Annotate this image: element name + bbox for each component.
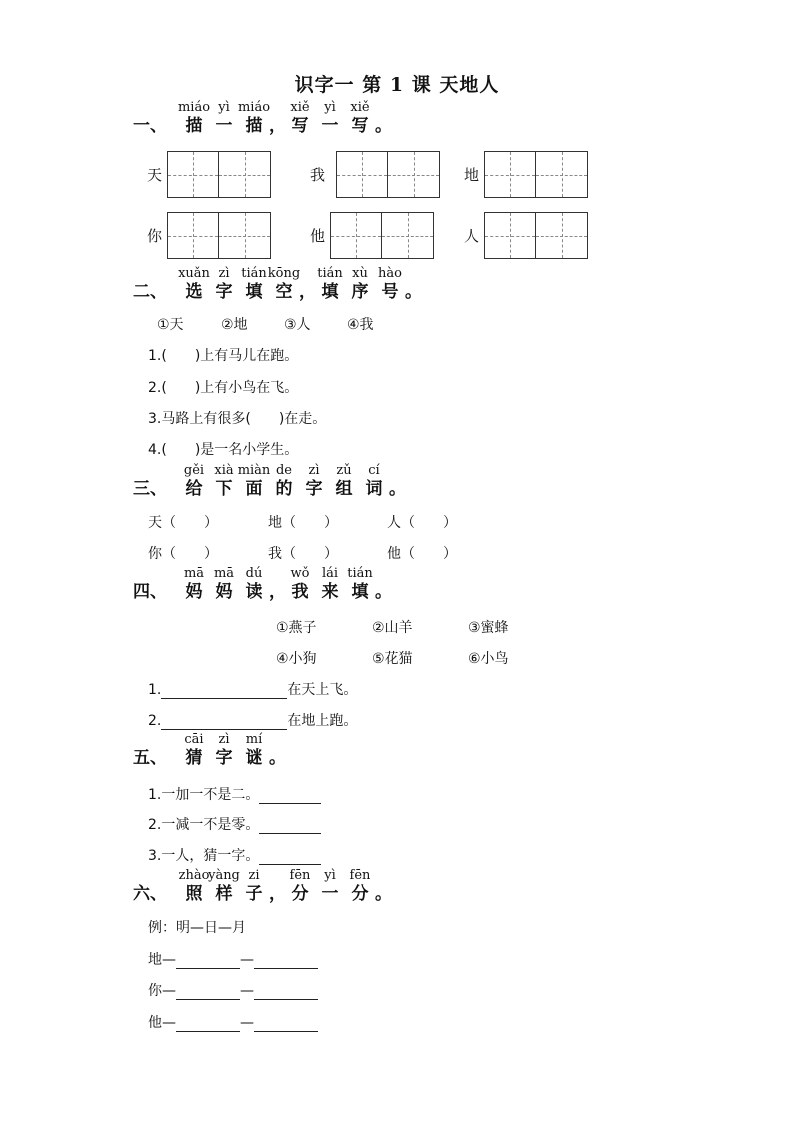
pinyin: miáo [237,100,271,115]
q4-item [148,681,357,699]
pinyin-char [299,463,329,499]
pinyin: yì [218,100,230,115]
pinyin: xù [352,266,368,281]
option: ③人 [284,317,311,333]
q6-item [148,1014,318,1032]
pinyin: mā [213,566,235,581]
dash: — [240,952,254,968]
item-prefix: 他— [148,1015,176,1031]
answer-line[interactable] [176,983,240,1000]
punctuation: ， [269,116,286,136]
pinyin: zì [308,463,320,478]
hanzi: 填 [351,582,369,602]
answer-line[interactable] [254,983,318,1000]
pinyin: kōng [267,266,301,281]
tracing-cell[interactable] [484,212,536,259]
option: ②山羊 [372,620,413,636]
pinyin: dú [245,566,263,581]
q4-item [148,712,357,730]
pinyin-char [239,732,269,768]
pinyin-char [209,100,239,136]
hanzi: 子 [245,884,263,904]
tracing-cell[interactable] [330,212,382,259]
hanzi: 字 [305,479,323,499]
q6-example: 例：明—日—月 [148,920,246,936]
section-number: 六、 [133,884,167,904]
hanzi: 选 [185,282,203,302]
hanzi: 填 [321,282,339,302]
section-4-heading [133,566,392,602]
pinyin-char [237,100,271,136]
tracing-cell[interactable] [536,212,588,259]
q5-item [148,816,321,834]
answer-line[interactable] [161,682,287,699]
item-text: 在地上跑。 [287,713,358,729]
pinyin: xiě [350,100,370,115]
pinyin-char [269,463,299,499]
tracing-char: 你 [147,227,163,245]
pinyin-char [285,868,315,904]
pinyin-char [179,566,209,602]
hanzi: 描 [185,116,203,136]
tracing-char: 人 [464,227,480,245]
pinyin: wǒ [290,566,310,581]
section-3-heading [133,463,406,499]
hanzi: 词 [365,479,383,499]
pinyin-char [179,732,209,768]
hanzi: 的 [275,479,293,499]
pinyin-char [177,100,211,136]
hanzi: 一 [215,116,233,136]
pinyin: mā [183,566,205,581]
pinyin: lái [321,566,339,581]
pinyin: miáo [177,100,211,115]
pinyin-char [315,100,345,136]
tracing-cell[interactable] [219,212,271,259]
tracing-cell[interactable] [484,151,536,198]
q2-item: 3.马路上有很多( )在走。 [148,411,327,427]
tracing-cell[interactable] [336,151,388,198]
punctuation: 。 [375,884,392,904]
pinyin-char [267,266,301,302]
pinyin-char [209,566,239,602]
hanzi: 猜 [185,748,203,768]
pinyin: de [275,463,292,478]
pinyin: yàng [208,868,240,883]
answer-line[interactable] [254,952,318,969]
pinyin-char [345,566,375,602]
hanzi: 号 [381,282,399,302]
pinyin: mí [245,732,263,747]
pinyin-char [178,266,210,302]
pinyin-char [239,266,269,302]
word-blank: 你（ ） [148,546,218,562]
hanzi: 给 [185,479,203,499]
answer-line[interactable] [259,848,321,865]
q5-item [148,786,321,804]
section-number: 五、 [133,748,167,768]
hanzi: 谜 [245,748,263,768]
pinyin: miàn [237,463,271,478]
pinyin-char [315,566,345,602]
tracing-cell[interactable] [167,151,219,198]
tracing-cell[interactable] [388,151,440,198]
pinyin-char [209,463,239,499]
pinyin-char [178,868,210,904]
punctuation: ， [269,884,286,904]
punctuation: 。 [389,479,406,499]
section-number: 二、 [133,282,167,302]
tracing-grid-ren [464,212,588,259]
pinyin: fēn [349,868,371,883]
pinyin: zì [218,732,230,747]
pinyin-char [239,566,269,602]
hanzi: 分 [351,884,369,904]
tracing-char: 天 [147,166,163,184]
pinyin-char [209,732,239,768]
q3-row-1 [148,514,457,532]
hanzi: 样 [215,884,233,904]
item-number: 1. [148,682,162,698]
pinyin-char [315,868,345,904]
word-blank: 天（ ） [148,515,218,531]
hanzi: 下 [215,479,233,499]
section-1-heading [133,100,392,136]
q5-item [148,847,321,865]
hanzi: 字 [215,282,233,302]
dash: — [240,983,254,999]
hanzi: 读 [245,582,263,602]
option: ②地 [221,317,248,333]
pinyin: zǔ [336,463,352,478]
pinyin: gěi [183,463,205,478]
punctuation: ， [299,282,316,302]
tracing-grid-wo [310,151,440,198]
answer-line[interactable] [176,952,240,969]
hanzi: 分 [291,884,309,904]
pinyin: tián [317,266,343,281]
pinyin: xiě [290,100,310,115]
pinyin-char [179,463,209,499]
punctuation: 。 [269,748,286,768]
pinyin-char [345,266,375,302]
hanzi: 妈 [185,582,203,602]
hanzi: 描 [245,116,263,136]
section-6-heading [133,868,392,904]
option: ⑤花猫 [372,651,413,667]
answer-line[interactable] [161,713,287,730]
hanzi: 照 [185,884,203,904]
q2-item: 2.( )上有小鸟在飞。 [148,380,299,396]
answer-line[interactable] [176,1015,240,1032]
option: ④小狗 [276,651,317,667]
q4-options-row-2 [276,650,509,668]
hanzi: 一 [321,884,339,904]
pinyin-char [359,463,389,499]
pinyin: cí [368,463,380,478]
section-number: 三、 [133,479,167,499]
q4-options-row-1 [276,619,509,637]
tracing-cell[interactable] [536,151,588,198]
tracing-cell[interactable] [382,212,434,259]
tracing-cell[interactable] [219,151,271,198]
pinyin-char [209,266,239,302]
tracing-grid-ta [310,212,434,259]
pinyin: yì [324,100,336,115]
q6-item [148,951,318,969]
option: ①天 [157,317,184,333]
riddle-text: 3.一人，猜一字。 [148,848,260,864]
punctuation: 。 [405,282,422,302]
pinyin: tián [347,566,373,581]
q3-row-2 [148,545,457,563]
punctuation: 。 [375,582,392,602]
pinyin: cāi [184,732,204,747]
pinyin-char [329,463,359,499]
hanzi: 填 [245,282,263,302]
tracing-char: 我 [310,166,326,184]
pinyin-char [239,868,269,904]
pinyin: zi [248,868,260,883]
hanzi: 写 [351,116,369,136]
pinyin: fēn [289,868,311,883]
pinyin-char [315,266,345,302]
section-2-heading [133,266,422,302]
hanzi: 序 [351,282,369,302]
hanzi: 字 [215,748,233,768]
pinyin: tián [241,266,267,281]
answer-line[interactable] [259,817,321,834]
punctuation: ， [269,582,286,602]
tracing-grid-tian [147,151,271,198]
item-text: 在天上飞。 [287,682,358,698]
tracing-grid-ni [147,212,271,259]
hanzi: 我 [291,582,309,602]
tracing-char: 他 [310,227,326,245]
section-number: 一、 [133,116,167,136]
q2-item: 1.( )上有马儿在跑。 [148,348,299,364]
answer-line[interactable] [254,1015,318,1032]
dash: — [240,1015,254,1031]
riddle-text: 1.一加一不是二。 [148,787,260,803]
hanzi: 组 [335,479,353,499]
riddle-text: 2.一减一不是零。 [148,817,260,833]
word-blank: 人（ ） [387,515,457,531]
page-title: 识字一 第 1 课 天地人 [294,74,500,96]
pinyin-char [237,463,271,499]
pinyin: hào [378,266,402,281]
section-5-heading [133,732,286,768]
pinyin-char [345,868,375,904]
item-prefix: 你— [148,983,176,999]
punctuation: 。 [375,116,392,136]
pinyin-char [208,868,240,904]
pinyin: zhào [178,868,210,883]
hanzi: 妈 [215,582,233,602]
option: ③蜜蜂 [468,620,509,636]
answer-line[interactable] [259,787,321,804]
pinyin-char [285,566,315,602]
option: ①燕子 [276,620,317,636]
item-prefix: 地— [148,952,176,968]
tracing-char: 地 [464,166,480,184]
q6-item [148,982,318,1000]
tracing-grid-di [464,151,588,198]
hanzi: 一 [321,116,339,136]
hanzi: 来 [321,582,339,602]
word-blank: 他（ ） [387,546,457,562]
option: ⑥小鸟 [468,651,509,667]
section-number: 四、 [133,582,167,602]
option: ④我 [347,317,374,333]
pinyin-char [345,100,375,136]
pinyin: zì [218,266,230,281]
hanzi: 面 [245,479,263,499]
q2-item: 4.( )是一名小学生。 [148,442,299,458]
hanzi: 写 [291,116,309,136]
pinyin-char [375,266,405,302]
hanzi: 空 [275,282,293,302]
pinyin: xià [214,463,234,478]
item-number: 2. [148,713,162,729]
pinyin: xuǎn [178,266,210,281]
pinyin: yì [324,868,336,883]
q2-options [157,316,374,334]
word-blank: 我（ ） [268,546,338,562]
tracing-cell[interactable] [167,212,219,259]
word-blank: 地（ ） [268,515,338,531]
pinyin-char [285,100,315,136]
